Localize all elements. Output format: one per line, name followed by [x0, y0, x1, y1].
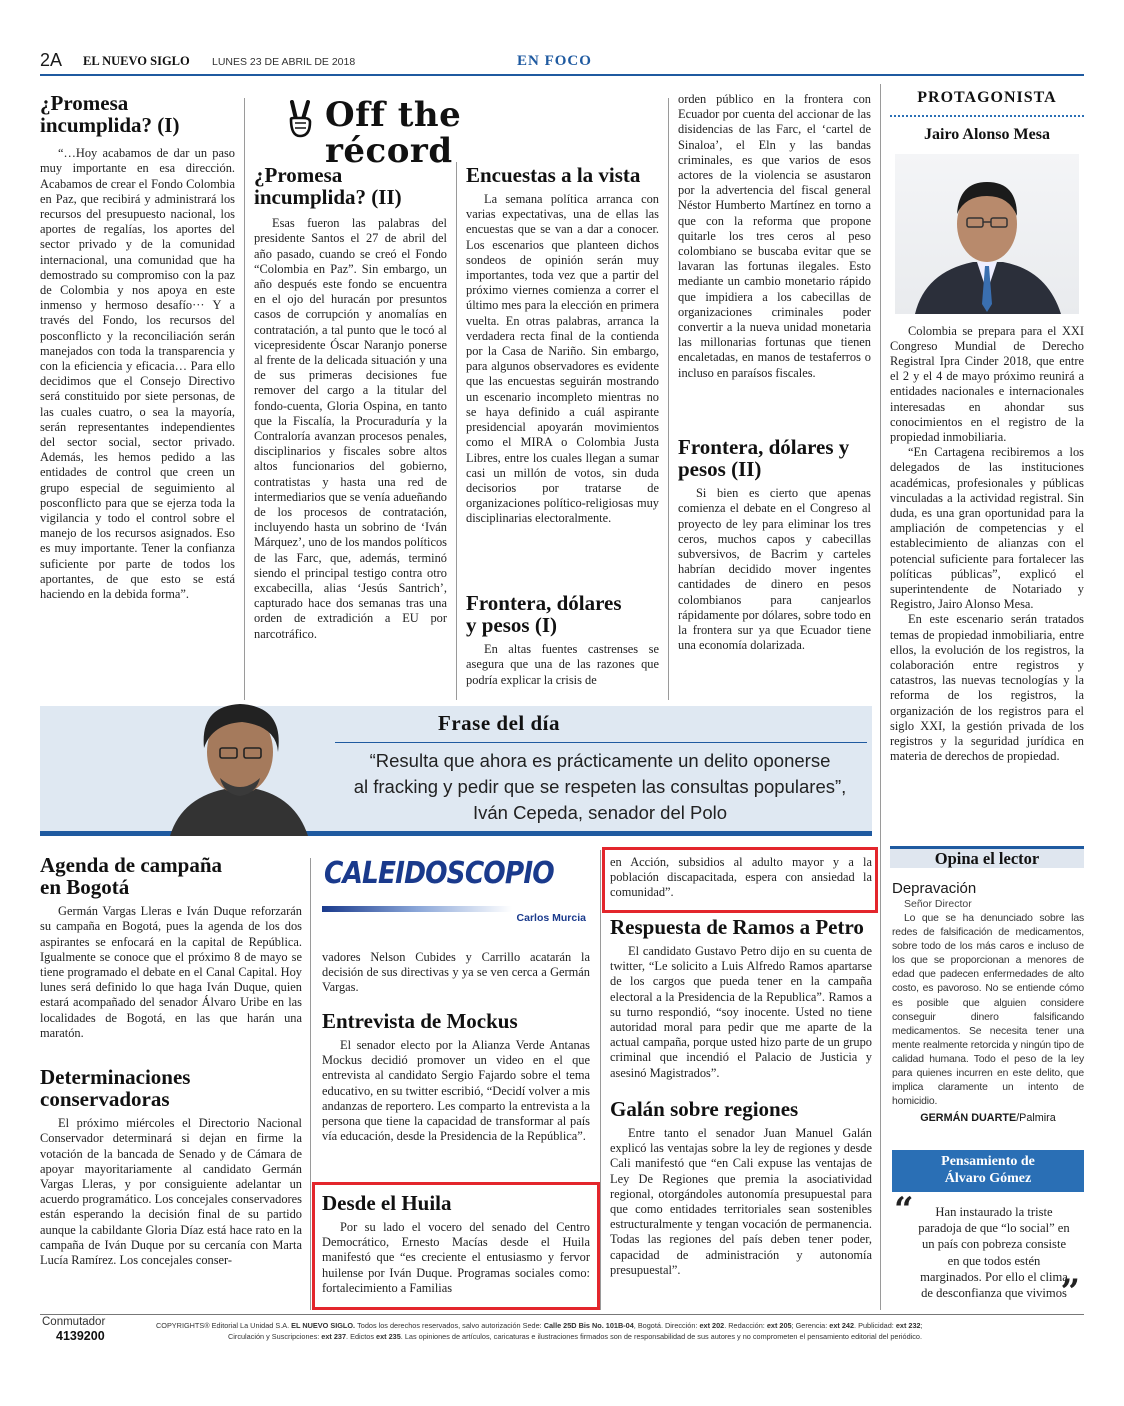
article-body: Por su lado el vocero del senado del Centro Democrático, Ernesto Macías desde el Huila manifestó que “es creciente el entusiasmo y fervor huilense por Iván Duque. Programas sociales como: fortalecimiento a Familias [322, 1220, 590, 1295]
headline: Frontera, dólares y pesos (II) [678, 435, 850, 482]
article-body: El candidato Gustavo Petro dijo en su cuenta de twitter, “Le solicito a Luis Alfredo Ramos apartarse de los cargos que pueda tener en la campaña electoral a la Presidencia de la Republica”. Ramos a su turno respondió, “soy inocente. Usted no tiene autoridad moral para pedir que me aparte de la actual campaña, porque usted hizo parte de un grupo criminal que incendió el Palacio de Justicia y asesinó Magistrados”. [610, 944, 872, 1080]
article-body: “…Hoy acabamos de dar un paso muy importante en esa dirección. Acabamos de crear el Fondo Colombia en Paz, que recibirá y administrará los recursos del presupuesto nacional, los aportes de regalías, los aportes del sector privado y de la comunidad internacional, una comunidad que ha demostrado su compromiso con la paz de Colombia y nos apoya en este inmenso y hermoso desafío··· Y a través del Fondo, los recursos del posconflicto y la reconciliación serán manejados con toda la transparencia y con la eficiencia y eficacia… Para ello decidimos que el Consejo Directivo será constituido por siete personas, de las cuales cuatro, o sea la mayoría, serán representantes independientes del sector social, sector privado. Además, les hemos pedido a las entidades de control que creen un grupo especial de seguimiento al posconflicto para que se ejerza toda la vigilancia y todo el control sobre el manejo de los recursos asignados. Eso es muy importante. Tener la confianza suficiente por parte de todos los aportantes, de que esto se está haciendo en la debida forma”. [40, 146, 235, 601]
protagonista-label: PROTAGONISTA [917, 89, 1057, 106]
headline: Respuesta de Ramos a Petro [610, 915, 864, 939]
article-frontera-2 [678, 436, 871, 653]
article-body: En altas fuentes castrenses se asegura que una de las razones que podría explicar la crisis de [466, 642, 659, 687]
article-body: vadores Nelson Cubides y Carrillo acatarán la decisión de sus directivas y ya se ven cerca a Germán Vargas. [322, 950, 590, 995]
article-ramos [610, 916, 872, 1081]
frase-quote: “Resulta que ahora es prácticamente un delito oponerse al fracking y pedir que se respeten las consultas populares”, Iván Cepeda, senador del Polo [353, 750, 847, 823]
headline: Frontera, dólares y pesos (I) [466, 591, 622, 638]
title-underline [322, 906, 512, 912]
article-body: Si bien es cierto que apenas comienza el debate en el Congreso al proyecto de ley para eliminar los tres ceros, muchos capos y cabecillas subversivos, de Bacrim y carteles habrían decidido mover ingentes cantidades de dinero en pesos colombianos para canjearlos rápidamente por dólares, sobre todo en la frontera sur ya que Ecuador tiene una economía dolarizada. [678, 486, 871, 653]
copyright-text: COPYRIGHTS® Editorial La Unidad S.A. EL NUEVO SIGLO. Todos los derechos reservados, salvo autorización Sede: Calle 25D Bis No. 101B-04, Bogotá. Dirección: ext 202. Redacción: ext 205; Gerencia: ext 242. Publicidad: ext 232; Circulación y Suscripciones: ext 237. Edictos ext 235. Las opiniones de artículos, caricaturas e ilustraciones firmados son de responsabilidad de sus autores y no comprometen el pensamiento editorial del periódico. [156, 1321, 923, 1341]
article-frontera-continuation [678, 92, 871, 381]
section-title: Off the récord [325, 95, 462, 171]
frase-title: Frase del día [438, 711, 560, 735]
section-name: EN FOCO [517, 53, 592, 69]
victory-hand-icon [285, 100, 315, 138]
article-galan [610, 1098, 872, 1278]
close-quote-icon: ” [1060, 1272, 1080, 1312]
article-body: Germán Vargas Lleras e Iván Duque reforzarán su campaña en Bogotá, pues la agenda de los dos aspirantes se enfocará en la capital de República. Igualmente se conoce que el próximo 8 de mayo se tiene programado el debate en el Canal Capital. Hoy lunes será definido lo que haga Iván Duque, quien estará acompañado del senador Álvaro Uribe en las localidades de Bogotá, en las que harán una maratón. [40, 904, 302, 1040]
pensamiento-quote [892, 1190, 1084, 1312]
switchboard-number: 4139200 [56, 1329, 105, 1343]
speaker-photo [160, 696, 315, 836]
huila-continuation [610, 855, 872, 901]
headline: Agenda de campaña en Bogotá [40, 853, 223, 900]
article-body: orden público en la frontera con Ecuador por cuenta del accionar de las disidencias de las Farc, el ‘cartel de Sinaloa’, el Eln y las bandas criminales, es que varios de esos actores de la violencia se asustaron por la advertencia del fiscal general Néstor Humberto Martínez en torno a que con la reforma que propone quitarle los tres ceros al peso colombiano se buscaba evitar que se lavaran las fortunas ilegales. Esto mediante un cambio monetario rápido que impidiera a los cabecillas de organizaciones criminales poder convertir a la nueva unidad monetaria las millonarias fortunas que tienen encaletadas, en manos de testaferros o incluso en paraísos fiscales. [678, 92, 871, 380]
article-body: Esas fueron las palabras del presidente Santos el 27 de abril del año pasado, cuando se creó el Fondo “Colombia en Paz”. Sin embargo, un año después este fondo se encuentra en el ojo del huracán por presuntos casos de corrupción y anomalías en contratación, a tal punto que le tocó al vicepresidente Óscar Naranjo ponerse al frente de la delicada situación y una de sus primeras decisiones fue remover del cargo a la titular del fondo-cuenta, Gloria Ospina, en tanto que la Fiscalía, la Procuraduría y la Contraloría avanzan procesos penales, disciplinarios y fiscales sobre altos altos funcionarios del gobierno, contratistas y hasta una red de intermediarios que se venía adueñando de los procesos de contratación, incluyendo hasta un sobrino de ‘Iván Márquez’, uno de los mandos políticos de las Farc, que, además, terminó siendo el principal testigo contra otro excabecilla, alias ‘Jesús Santrich’, capturado hace dos semanas tras una orden de extradición a EU por narcotráfico. [254, 216, 447, 641]
article-body: El próximo miércoles el Directorio Nacional Conservador determinará si dejan en firme la votación de la bancada de Senado y de Cámara de apoyar mayoritariamente al candidato Germán Vargas Lleras, y por consiguiente adelantar un acuerdo programático. Los concejales conservadores están esperando la decisión final de su partido aunque la cabildante Gloria Díaz está hace rato en la campaña de Iván Duque por su cercanía con Marta Lucía Ramírez. Los concejales conser- [40, 1116, 302, 1267]
caleidoscopio-continuation [322, 950, 590, 996]
article-determinaciones [40, 1066, 302, 1268]
article-body: en Acción, subsidios al adulto mayor y a la población discapacitada, espera con ansiedad la comunidad”. [610, 855, 872, 900]
article-body: La semana política arranca con varias expectativas, una de ellas las encuestas que se van a dar a conocer. Los escenarios que planteen dichos sondeos de opinión serán muy importantes, toda vez que a partir del próximo viernes comienza a correr el último mes para la elección en primera vuelta. En otras palabras, arranca la verdadera recta final de la contienda por la Casa de Nariño. Sin embargo, para algunos observadores es evidente que las encuestas seguirán mostrando un escenario incompleto mientras no se haya definido a cuál aspirante presidencial apoyarán movimientos como el MIRA o Colombia Justa Libres, entre los cuales llegan a sumar casi un millón de votos, sin duda decisorios por tratarse de organizaciones político-religiosas muy disciplinarias electoralmente. [466, 192, 659, 526]
frase-del-dia-box [40, 706, 872, 836]
open-quote-icon: “ [894, 1190, 914, 1230]
article-body: Entre tanto el senador Juan Manuel Galán explicó las ventajas sobre la ley de regiones y desde Cali manifestó que “en Cali expuse las ventajas de Ley De Regiones que premia la asociatividad regional, otorgándoles autonomía presupuestal para que como entidades territoriales sean sostenibles estructuralmente y tengan vocación de permanencia. Todas las regiones del país deben tener poder, capacidad de administración y autonomía presupuestal”. [610, 1126, 872, 1277]
switchboard-label: Conmutador [42, 1316, 106, 1328]
headline: Galán sobre regiones [610, 1097, 799, 1121]
footer-rule [40, 1314, 1084, 1315]
protagonista-box [890, 90, 1084, 764]
article-body: El senador electo por la Alianza Verde Antanas Mockus decidió promover un video en el que entrevista al candidato Sergio Fajardo sobre el tema educativo, en su twitter escribió, “Decidí volver a mis andanzas de reportero. Les comparto la entrevista a la persona que tiene la capacidad de transformar al país vía educación, desde la Presidencia de la República”. [322, 1038, 590, 1144]
headline: Encuestas a la vista [466, 163, 641, 187]
headline: Determinaciones conservadoras [40, 1065, 191, 1112]
column-title: CALEIDOSCOPIO [324, 856, 554, 891]
headline: Entrevista de Mockus [322, 1009, 518, 1033]
pensamiento-header [892, 1150, 1084, 1192]
letter-body: Lo que se ha denunciado sobre las redes de falsificación de medicamentos, sobre todo de los más caros e incluso de los que se proporcionan a menores de edad que padecen enfermedades de alto costo, es pavoroso. No se entiende cómo es posible que alguien considere conseguir dinero falsificando medicamentos. Se necesita tener una mente realmente retorcida y ningún tipo de calidad humana. Todo el peso de la ley para quienes incurren en este delito, que implica claramente un intento de homicidio. [892, 913, 1084, 1108]
letter-salute: Señor Director [904, 898, 972, 910]
pensamiento-title: Pensamiento de Álvaro Gómez [941, 1154, 1035, 1186]
article-agenda [40, 854, 302, 1041]
headline: Desde el Huila [322, 1191, 452, 1215]
protagonista-name: Jairo Alonso Mesa [924, 125, 1050, 143]
paper-name: EL NUEVO SIGLO [83, 54, 190, 68]
dotted-divider [890, 115, 1084, 117]
opina-lector-header [890, 846, 1084, 868]
quote-text: Han instaurado la triste paradoja de que “lo social” en un país con pobreza consiste en que todos estén marginados. Por ello el clima de desconfianza que vivimos [918, 1205, 1070, 1301]
masthead [40, 50, 1084, 76]
article-frontera-1 [466, 592, 659, 688]
headline: ¿Promesa incumplida? (II) [254, 163, 402, 210]
column-author: Carlos Murcia [516, 912, 586, 924]
article-promesa-1 [40, 92, 235, 602]
off-the-record-banner [285, 95, 595, 171]
article-promesa-2 [254, 164, 447, 642]
letter-subject: Depravación [892, 880, 977, 897]
article-encuestas [466, 164, 659, 527]
opina-lector-title: Opina el lector [934, 849, 1040, 868]
issue-date: LUNES 23 DE ABRIL DE 2018 [212, 56, 356, 68]
frase-divider [335, 742, 867, 743]
headline: ¿Promesa incumplida? (I) [40, 91, 180, 138]
article-huila [322, 1192, 590, 1296]
letter-signature: GERMÁN DUARTE/Palmira [920, 1112, 1056, 1125]
article-mockus [322, 1010, 590, 1144]
caleidoscopio-header [322, 852, 592, 932]
protagonista-text: Colombia se prepara para el XXI Congreso Mundial de Derecho Registral Ipra Cinder 2018, que entre el 2 y el 4 de mayo próximo reunirá a entidades nacionales e internacionales interesadas en ahondar sus conocimientos en el registro de la propiedad inmobiliaria. “En Cartagena recibiremos a los delegados de las instituciones académicas, profesionales y públicas vinculadas a la actividad registral. Sin duda, es una gran oportunidad para la ampliación de competencias y el establecimiento de alianzas con el potencial suficiente para fortalecer las políticas públicas”, explicó el superintendente de Notariado y Registro, Jairo Alonso Mesa. En este escenario serán tratados temas de propiedad inmobiliaria, entre ellos, la evolución de los registros, la colaboración entre registros y catastros, las nuevas tecnologías y la reforma de los registros, la organización de los registros para el siglo XXI, la gestión privada de los registros y la seguridad jurídica en materia de derechos de propiedad. [890, 323, 1084, 764]
page-number: 2A [40, 50, 63, 70]
portrait-photo [895, 154, 1079, 314]
letter-to-editor [892, 880, 1084, 1124]
